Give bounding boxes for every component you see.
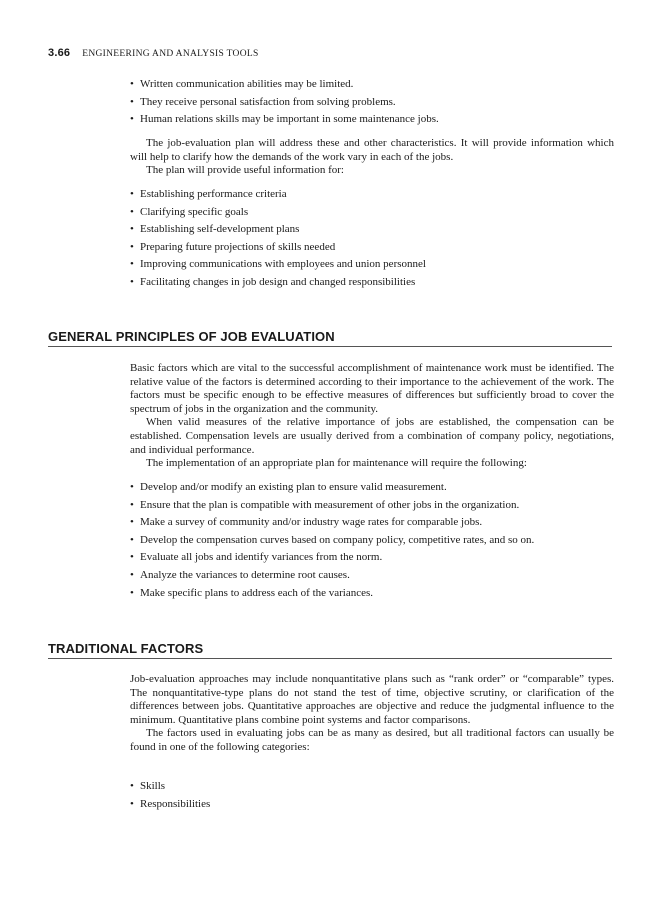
bullet-icon: • <box>130 568 134 581</box>
paragraph: The job-evaluation plan will address these and other characteristics. It will provide information which will help to clarify how the demands of the work vary in each of the jobs. <box>130 137 614 163</box>
list-item: • Written communication abilities may be limited. <box>130 76 614 94</box>
bullet-icon: • <box>130 223 134 236</box>
bullet-icon: • <box>130 586 134 599</box>
bullet-icon: • <box>130 188 134 200</box>
paragraph: The implementation of an appropriate plan for maintenance will require the following: <box>146 457 527 470</box>
list-item: • Establishing self-development plans <box>130 221 614 239</box>
bullet-icon: • <box>130 275 134 288</box>
bullet-icon: • <box>130 205 134 218</box>
bullet-icon: • <box>130 78 134 90</box>
paragraph: Job-evaluation approaches may include nonquantitative plans such as “rank order” or “comparable” types. The nonquantitative-type plans do not stand the test of time, objective scrutiny, or clarification of the differences between jobs. Quantitative approaches are objective and reduce the judgmental influence to the minimum. Quantitative plans combine point systems and factor comparisons. <box>130 673 614 726</box>
list-item: • Make a survey of community and/or industry wage rates for comparable jobs. <box>130 514 614 532</box>
bullet-icon: • <box>130 113 134 126</box>
list-item: • Preparing future projections of skills needed <box>130 239 614 257</box>
running-title: ENGINEERING AND ANALYSIS TOOLS <box>82 49 259 59</box>
implementation-list <box>130 479 614 602</box>
bullet-icon: • <box>130 780 134 792</box>
bullet-icon: • <box>130 516 134 529</box>
list-item: • Facilitating changes in job design and changed responsibilities <box>130 274 614 292</box>
paragraph: When valid measures of the relative importance of jobs are established, the compensation can be established. Compensation levels are usually derived from a combination of company policy, negotiations, and individual performance. <box>130 416 614 456</box>
bullet-icon: • <box>130 258 134 271</box>
bullet-icon: • <box>130 240 134 253</box>
list-item: • Make specific plans to address each of the variances. <box>130 585 614 603</box>
list-item: • Improving communications with employees and union personnel <box>130 256 614 274</box>
running-header <box>48 47 259 59</box>
traditional-factors-text <box>130 673 614 755</box>
paragraph: Basic factors which are vital to the successful accomplishment of maintenance work must be identified. The relative value of the factors is determined according to their importance to the achievement of the work. The factors must be specific enough to be effective measures of differences but sufficiently broad to cover the spectrum of jobs in the organization and the community. <box>130 362 614 415</box>
useful-information-list <box>130 186 614 292</box>
bullet-icon: • <box>130 481 134 493</box>
list-item: • Ensure that the plan is compatible with measurement of other jobs in the organization. <box>130 497 614 515</box>
plan-paragraph-block <box>130 137 614 178</box>
list-item: • Develop the compensation curves based on company policy, competitive rates, and so on. <box>130 532 614 550</box>
list-item: • Establishing performance criteria <box>130 186 614 204</box>
list-item: • Human relations skills may be important in some maintenance jobs. <box>130 111 614 129</box>
paragraph: The factors used in evaluating jobs can be as many as desired, but all traditional factors can usually be found in one of the following categories: <box>130 727 614 753</box>
page-number: 3.66 <box>48 47 71 59</box>
list-item: • Skills <box>130 778 614 796</box>
bullet-icon: • <box>130 797 134 810</box>
bullet-icon: • <box>130 95 134 108</box>
intro-bullet-list <box>130 76 614 129</box>
paragraph: The plan will provide useful information for: <box>146 164 344 177</box>
bullet-icon: • <box>130 533 134 546</box>
list-item: • Responsibilities <box>130 796 614 814</box>
list-item: • Clarifying specific goals <box>130 204 614 222</box>
section-heading-traditional-factors: TRADITIONAL FACTORS <box>48 641 612 659</box>
list-item: • Evaluate all jobs and identify variances from the norm. <box>130 549 614 567</box>
list-item: • Analyze the variances to determine root causes. <box>130 567 614 585</box>
bullet-icon: • <box>130 551 134 564</box>
bullet-icon: • <box>130 498 134 511</box>
list-item: • They receive personal satisfaction from solving problems. <box>130 94 614 112</box>
factor-categories-list <box>130 778 614 813</box>
section-heading-general-principles: GENERAL PRINCIPLES OF JOB EVALUATION <box>48 329 612 347</box>
list-item: • Develop and/or modify an existing plan to ensure valid measurement. <box>130 479 614 497</box>
general-principles-text <box>130 362 614 471</box>
